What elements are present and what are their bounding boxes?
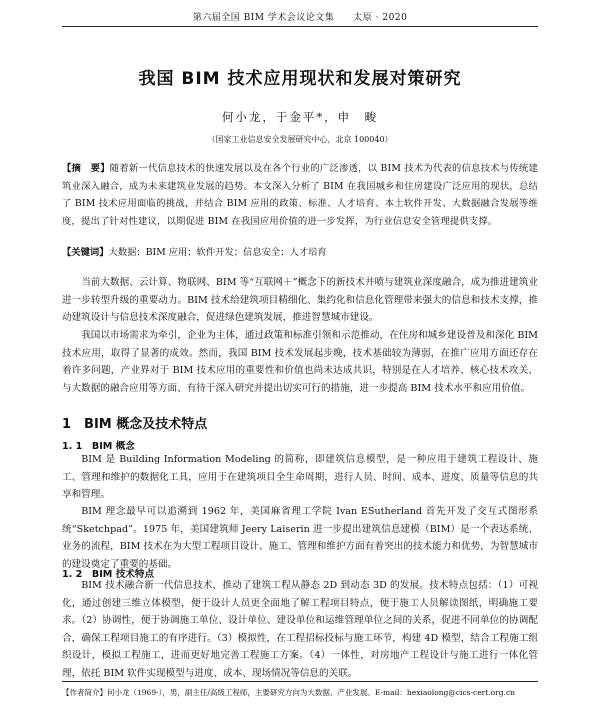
author-footnote: 【作者简介】何小龙（1969-），男，副主任/高级工程师，主要研究方向为大数据、产业发展。E-mail：hexiaolong@cics-cert.org.cn xyxy=(62,688,515,697)
abstract xyxy=(62,160,538,230)
subsection-heading-1-2: 1. 2 BIM 技术特点 xyxy=(62,569,155,580)
intro-paragraph-1: 当前大数据、云计算、物联网、BIM 等“互联网＋”概念下的新技术井喷与建筑业深度融合，成为推进建筑业进一步转型升级的重要动力。BIM 技术给建筑项目精细化、集约化和信息化管理带来强大的信息和技术支撑，推动建筑设计与信息技术深度融合，促进绿色建筑发展，推进智慧城市建设。 xyxy=(62,277,538,324)
intro-paragraph-2: 我国以市场需求为牵引，企业为主体，通过政策和标准引领和示范推动，在住房和城乡建设普及和深化 BIM 技术应用，取得了显著的成效。然而，我国 BIM 技术发展起步晚，技术基础较为薄弱，在推广应用方面还存在着许多问题，产业界对于 BIM 技术应用的重要性和价值也尚未达成共识，特别是在人才培养、核心技术攻关、与大数据的融合应用等方面、有待于深入研究并提出切实可行的措施，进一步提高 BIM 技术水平和应用价值。 xyxy=(62,330,538,394)
keywords xyxy=(62,246,538,260)
keywords-text: 大数据；BIM 应用；软件开发；信息安全；人才培育 xyxy=(108,247,327,258)
section-heading-1: 1 BIM 概念及技术特点 xyxy=(62,417,208,432)
subsection-heading-1-1: 1. 1 BIM 概念 xyxy=(62,441,135,452)
abstract-label: 【摘 要】 xyxy=(62,163,110,174)
header-rule xyxy=(62,26,538,27)
authors: 何小龙，于金平*，申 畯 xyxy=(221,110,379,124)
bim-concept-paragraph-2: BIM 理念最早可以追溯到 1962 年，美国麻省理工学院 Ivan ESutherland 首先开发了交互式图形系统“Sketchpad”。1975 年，美国建筑师 Jeery Laiserin 进一步提出建筑信息建模（BIM）是一个表达系统、业务的流程，BIM 技术在为大型工程项目设计、施工、管理和维护方面有着突出的技术能力和优势，为智慧城市的建设奠定了重要的基础。 xyxy=(62,506,538,570)
footnote-rule xyxy=(62,681,538,682)
abstract-text: 随着新一代信息技术的快速发展以及在各个行业的广泛渗透，以 BIM 技术为代表的信息技术与传统建筑业深入融合，成为未来建筑业发展的趋势。本文深入分析了 BIM 在我国城乡和住房建设广泛应用的现状，总结了 BIM 技术应用面临的挑战，并结合 BIM 应用的政策、标准、人才培育、本土软件开发、大数据融合发展等维度，提出了针对性建议，以期促进 BIM 在我国应用价值的进一步发挥，为行业信息安全管理提供支撑。 xyxy=(62,163,538,227)
paper-title: 我国 BIM 技术应用现状和发展对策研究 xyxy=(138,69,462,89)
bim-concept-paragraph-1: BIM 是 Building Information Modeling 的简称，即建筑信息模型，是一种应用于建筑工程设计、施工、管理和维护的数据化工具，应用于在建筑项目全生命周期，进行人员、时间、成本、进度、质量等信息的共享和管理。 xyxy=(62,454,538,501)
keywords-label: 【关键词】 xyxy=(62,247,109,258)
bim-features-paragraph: BIM 技术融合新一代信息技术，推动了建筑工程从静态 2D 到动态 3D 的发展。技术特点包括：（1）可视化，通过创建三维立体模型，便于设计人员更全面地了解工程项目特点，便于施工人员解读图纸，明确施工要求。（2）协调性，便于协调施工单位、设计单位、建设单位和运维管理单位之间的关系，促进不同单位的协调配合，确保工程项目施工的有序进行。（3）模拟性，在工程招标投标与施工环节，构建 4D 模型，结合工程施工组织设计，模拟工程施工，进而更好地完善工程施工方案。（4）一体性，对房地产工程设计与施工进行一体化管理，依托 BIM 软件实现模型与进度、成本、现场情况等信息的关联。 xyxy=(62,580,538,679)
running-head: 第六届全国 BIM 学术会议论文集 太原 · 2020 xyxy=(192,13,408,23)
affiliation: （国家工业信息安全发展研究中心，北京 100040） xyxy=(207,135,393,144)
